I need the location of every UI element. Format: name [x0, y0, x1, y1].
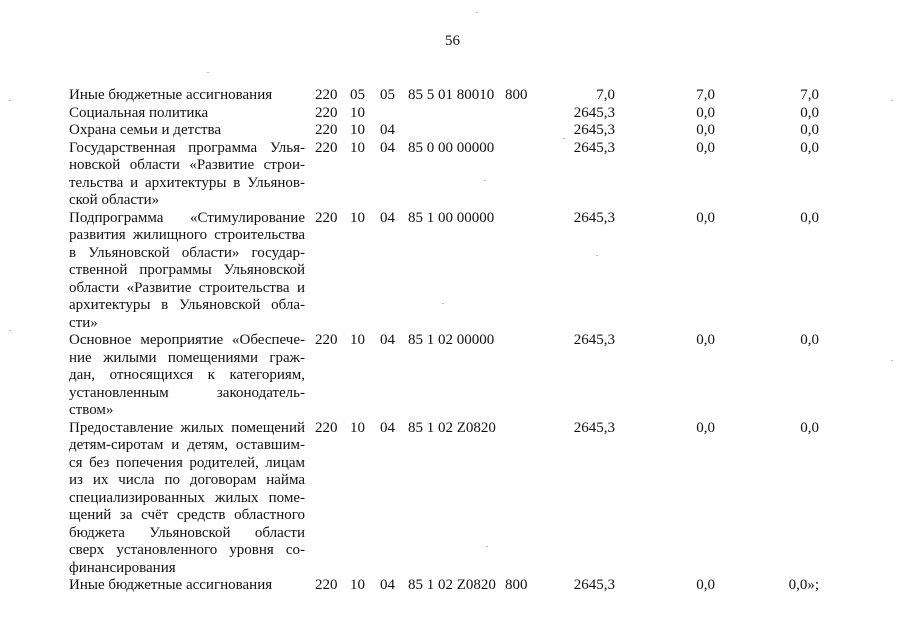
amount-year-2: 0,0 — [696, 577, 715, 593]
item-name — [69, 140, 315, 210]
expense-type-code — [505, 122, 543, 140]
amount-year-1: 7,0 — [596, 87, 615, 103]
expense-type-code: 800 — [505, 87, 528, 103]
target-article-code — [408, 122, 505, 140]
item-name-line: дан, относящихся к категориям, — [69, 367, 305, 383]
table-row — [69, 420, 819, 578]
table-row — [69, 210, 819, 333]
razdel-code: 10 — [350, 104, 365, 121]
item-name-line: бюджета Ульяновской области — [69, 524, 305, 541]
target-article-code: 85 1 02 Z0820 — [408, 577, 496, 593]
scan-speck — [484, 180, 486, 181]
item-name — [69, 420, 315, 578]
vedomstvo-code: 220 — [315, 332, 338, 348]
amount-year-2: 0,0 — [696, 332, 715, 348]
page-number: 56 — [445, 33, 460, 49]
item-name-line: области «Развитие строительства и — [69, 279, 305, 296]
razdel-code: 10 — [350, 139, 365, 156]
table-row — [69, 87, 819, 105]
table-row — [69, 105, 819, 123]
amount-year-2: 0,0 — [696, 104, 715, 121]
amount-year-2: 0,0 — [696, 419, 715, 436]
razdel-code: 05 — [350, 87, 365, 103]
amount-year-3: 7,0 — [800, 87, 819, 103]
podrazdel-code: 04 — [380, 122, 395, 138]
razdel-code: 10 — [350, 122, 365, 138]
scan-speck — [442, 303, 444, 304]
item-name-line: ся без попечения родителей, лицам — [69, 454, 305, 471]
item-name-line: Охрана семьи и детства — [69, 122, 222, 138]
amount-year-2: 0,0 — [696, 122, 715, 138]
scan-speck — [9, 330, 11, 331]
razdel-code: 10 — [350, 209, 365, 226]
item-name-line: Предоставление жилых помещений — [69, 419, 305, 436]
scan-speck — [207, 72, 209, 73]
amount-year-3: 0,0 — [800, 104, 819, 121]
target-article-code — [408, 105, 505, 123]
amount-year-2: 0,0 — [696, 139, 715, 156]
table-row — [69, 577, 819, 595]
amount-year-3: 0,0»; — [788, 577, 819, 593]
item-name-line: развития жилищного строительства — [69, 227, 305, 243]
podrazdel-code — [380, 105, 408, 123]
item-name — [69, 332, 315, 420]
item-name — [69, 105, 315, 123]
vedomstvo-code: 220 — [315, 87, 338, 103]
podrazdel-code: 05 — [380, 87, 395, 103]
amount-year-1: 2645,3 — [573, 332, 615, 348]
scan-speck — [563, 138, 565, 139]
item-name — [69, 122, 315, 140]
amount-year-3: 0,0 — [800, 419, 819, 436]
amount-year-3: 0,0 — [800, 209, 819, 226]
amount-year-1: 2645,3 — [573, 122, 615, 138]
expense-type-code — [505, 420, 543, 578]
amount-year-1: 2645,3 — [573, 139, 615, 156]
scan-speck — [476, 12, 478, 13]
item-name — [69, 210, 315, 333]
vedomstvo-code: 220 — [315, 122, 338, 138]
item-name-line: ской области» — [69, 192, 160, 208]
item-name — [69, 577, 315, 595]
podrazdel-code: 04 — [380, 209, 395, 226]
amount-year-1: 2645,3 — [573, 419, 615, 436]
item-name-line: тельства и архитектуры в Ульянов- — [69, 174, 305, 191]
vedomstvo-code: 220 — [315, 104, 338, 121]
item-name — [69, 87, 315, 105]
item-name-line: новской области «Развитие строи- — [69, 157, 305, 173]
item-name-line: ние жилыми помещениями граж- — [69, 349, 305, 366]
item-name-line: ством» — [69, 402, 114, 418]
razdel-code: 10 — [350, 332, 365, 348]
item-name-line: сти» — [69, 314, 98, 331]
amount-year-3: 0,0 — [800, 122, 819, 138]
expense-type-code: 800 — [505, 577, 528, 593]
amount-year-2: 7,0 — [696, 87, 715, 103]
vedomstvo-code: 220 — [315, 577, 338, 593]
item-name-line: финансирования — [69, 559, 176, 576]
table-row — [69, 140, 819, 210]
item-name-line: детям-сиротам и детям, оставшим- — [69, 437, 305, 453]
podrazdel-code: 04 — [380, 139, 395, 156]
scan-speck — [596, 255, 598, 256]
expense-type-code — [505, 210, 543, 333]
budget-table-body — [69, 87, 819, 595]
target-article-code: 85 1 02 00000 — [408, 332, 495, 348]
target-article-code: 85 1 00 00000 — [408, 209, 495, 226]
item-name-line: Подпрограмма «Стимулирование — [69, 209, 305, 226]
expense-type-code — [505, 105, 543, 123]
amount-year-1: 2645,3 — [573, 104, 615, 121]
table-row — [69, 122, 819, 140]
scan-speck — [486, 546, 488, 547]
razdel-code: 10 — [350, 577, 365, 593]
amount-year-3: 0,0 — [800, 139, 819, 156]
vedomstvo-code: 220 — [315, 209, 338, 226]
expense-type-code — [505, 332, 543, 420]
podrazdel-code: 04 — [380, 419, 395, 436]
item-name-line: специализированных жилых поме- — [69, 489, 305, 506]
scan-speck — [9, 100, 11, 101]
amount-year-3: 0,0 — [800, 332, 819, 348]
vedomstvo-code: 220 — [315, 419, 338, 436]
item-name-line: архитектуры в Ульяновской обла- — [69, 297, 305, 313]
item-name-line: ственной программы Ульяновской — [69, 262, 305, 278]
budget-table — [69, 87, 819, 595]
vedomstvo-code: 220 — [315, 139, 338, 156]
scan-speck — [891, 100, 893, 101]
item-name-line: в Ульяновской области» государ- — [69, 244, 305, 261]
target-article-code: 85 1 02 Z0820 — [408, 419, 496, 436]
item-name-line: Иные бюджетные ассигнования — [69, 87, 273, 103]
target-article-code: 85 5 01 80010 — [408, 87, 495, 103]
podrazdel-code: 04 — [380, 577, 395, 593]
item-name-line: Основное мероприятие «Обеспече- — [69, 332, 305, 348]
amount-year-1: 2645,3 — [573, 577, 615, 593]
table-row — [69, 332, 819, 420]
item-name-line: Иные бюджетные ассигнования — [69, 577, 273, 593]
target-article-code: 85 0 00 00000 — [408, 139, 495, 156]
podrazdel-code: 04 — [380, 332, 395, 348]
item-name-line: Социальная политика — [69, 104, 209, 121]
razdel-code: 10 — [350, 419, 365, 436]
item-name-line: из их числа по договорам найма — [69, 472, 305, 488]
item-name-line: сверх установленного уровня со- — [69, 542, 305, 558]
item-name-line: щений за счёт средств областного — [69, 507, 305, 523]
scan-speck — [891, 360, 893, 361]
item-name-line: Государственная программа Улья- — [69, 139, 305, 156]
expense-type-code — [505, 140, 543, 210]
amount-year-1: 2645,3 — [573, 209, 615, 226]
item-name-line: установленным законодатель- — [69, 384, 305, 401]
amount-year-2: 0,0 — [696, 209, 715, 226]
